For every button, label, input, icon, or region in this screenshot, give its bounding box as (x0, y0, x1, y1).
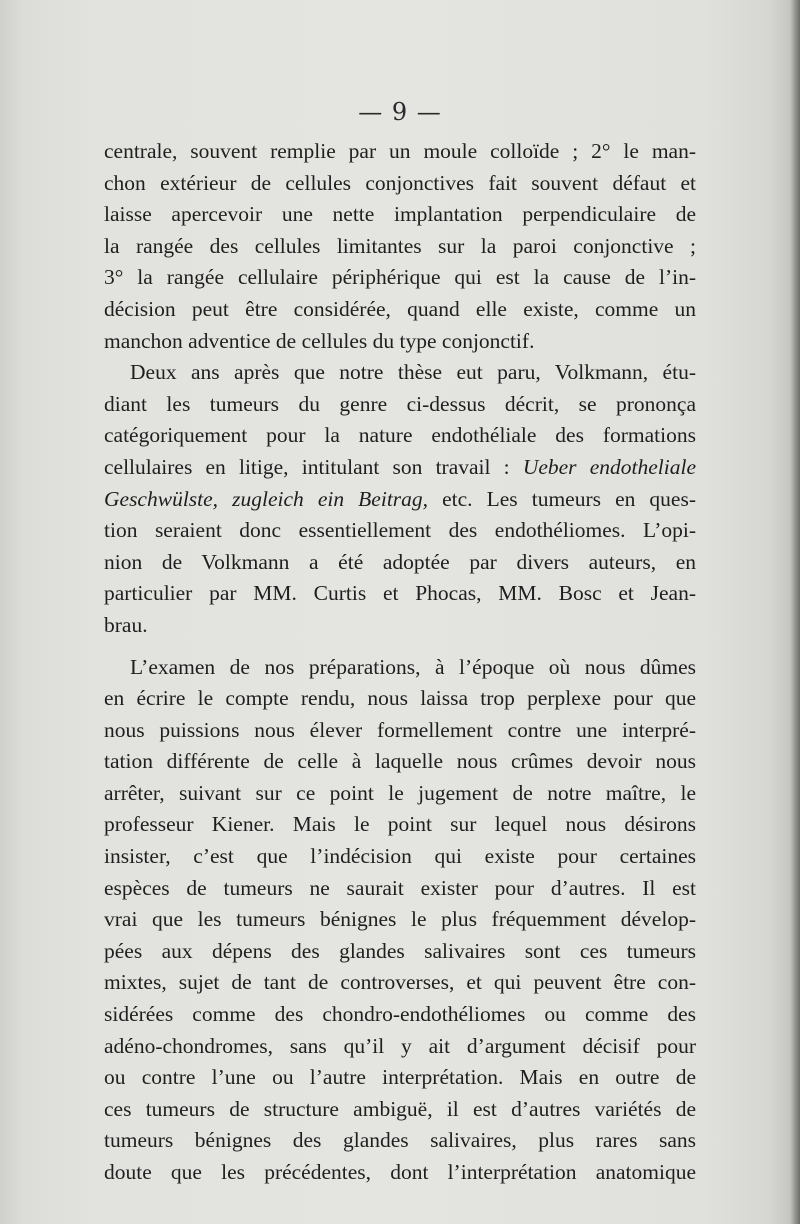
paragraph-3 (104, 652, 696, 1189)
text-line: pées aux dépens des glandes salivaires sont ces tumeurs (104, 938, 696, 963)
text-line: diant les tumeurs du genre ci-dessus décrit, se prononça (104, 391, 696, 416)
text-line: vrai que les tumeurs bénignes le plus fréquemment dévelop- (104, 907, 696, 932)
page-edge-shadow (790, 0, 800, 1224)
text-line: Deux ans après que notre thèse eut paru, Volkmann, étu- (130, 360, 696, 385)
text-line: sidérées comme des chondro-endothéliomes ou comme des (104, 1002, 696, 1027)
text-line: 3° la rangée cellulaire périphérique qui est la cause de l’in- (104, 265, 696, 290)
text-line: la rangée des cellules limitantes sur la paroi conjonctive ; (104, 233, 696, 258)
text-run: etc. Les tumeurs en ques- (428, 486, 696, 511)
text-line: tumeurs bénignes des glandes salivaires, plus rares sans (104, 1128, 696, 1153)
paragraph-2 (104, 357, 696, 641)
text-line: manchon adventice de cellules du type conjonctif. (104, 328, 535, 353)
work-title-italic: Geschwülste, zugleich ein Beitrag, (104, 486, 429, 511)
text-line: arrêter, suivant sur ce point le jugement de notre maître, le (104, 780, 696, 805)
text-line: ou contre l’une ou l’autre interprétation. Mais en outre de (104, 1065, 696, 1090)
body-text (104, 136, 696, 1189)
text-line: particulier par MM. Curtis et Phocas, MM. Bosc et Jean- (104, 581, 696, 606)
paragraph-gap (104, 642, 696, 652)
text-line: brau. (104, 612, 148, 637)
text-line: nous puissions nous élever formellement contre une interpré- (104, 717, 696, 742)
text-line: nion de Volkmann a été adoptée par divers auteurs, en (104, 549, 696, 574)
text-line: espèces de tumeurs ne saurait exister pour d’autres. Il est (104, 875, 696, 900)
text-line: tion seraient donc essentiellement des endothéliomes. L’opi- (104, 518, 696, 543)
text-line: mixtes, sujet de tant de controverses, et qui peuvent être con- (104, 970, 696, 995)
work-title-italic: Ueber endotheliale (522, 454, 696, 479)
text-line: ces tumeurs de structure ambiguë, il est d’autres variétés de (104, 1096, 696, 1121)
paragraph-1 (104, 136, 696, 357)
text-line: décision peut être considérée, quand elle existe, comme un (104, 296, 696, 321)
text-line: professeur Kiener. Mais le point sur lequel nous désirons (104, 812, 696, 837)
text-line: insister, c’est que l’indécision qui existe pour certaines (104, 844, 696, 869)
text-line: tation différente de celle à laquelle nous crûmes devoir nous (104, 749, 696, 774)
text-line: doute que les précédentes, dont l’interprétation anatomique (104, 1160, 696, 1184)
text-line: laisse apercevoir une nette implantation perpendiculaire de (104, 202, 696, 227)
page-number: — 9 — (358, 98, 442, 126)
text-line: adéno-chondromes, sans qu’il y ait d’argument décisif pour (104, 1033, 696, 1058)
text-line: centrale, souvent remplie par un moule colloïde ; 2° le man- (104, 139, 696, 163)
text-line (104, 484, 696, 516)
text-line: L’examen de nos préparations, à l’époque où nous dûmes (130, 654, 696, 679)
text-line (104, 452, 696, 484)
text-line: en écrire le compte rendu, nous laissa trop perplexe pour que (104, 686, 696, 711)
text-run: cellulaires en litige, intitulant son travail : (104, 454, 523, 479)
text-line: catégoriquement pour la nature endothéliale des formations (104, 423, 696, 448)
text-line: chon extérieur de cellules conjonctives fait souvent défaut et (104, 170, 696, 195)
